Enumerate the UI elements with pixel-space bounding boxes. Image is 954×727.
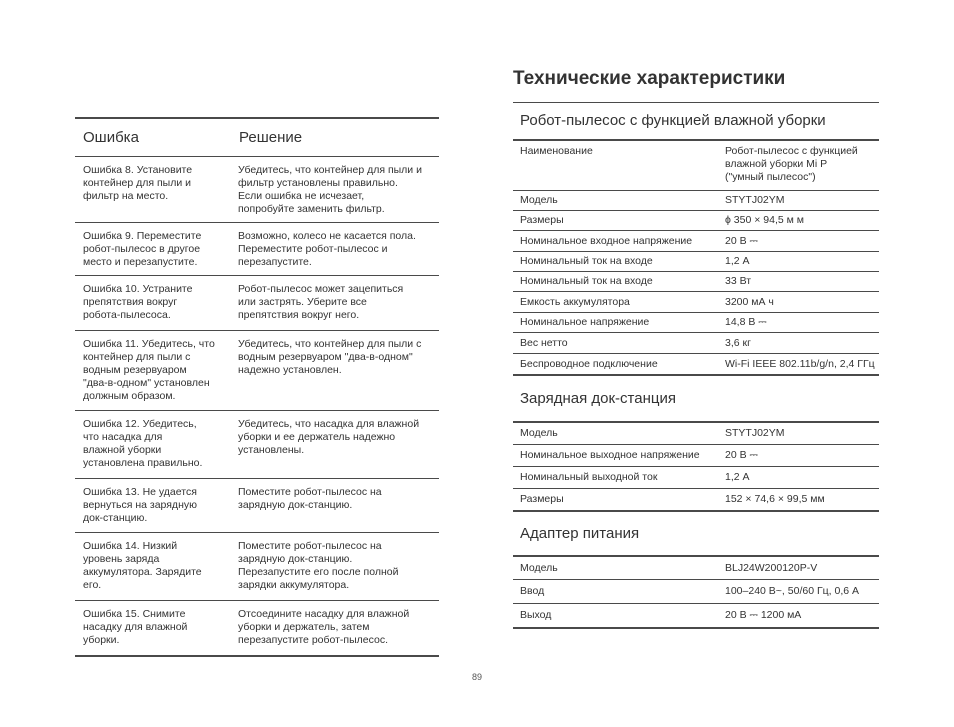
spec-row <box>513 467 879 489</box>
error-table <box>75 117 439 657</box>
spec-key: Беспроводное подключение <box>520 357 658 370</box>
solution-cell: Убедитесь, что насадка для влажной уборки и ее держатель надежно установлены. <box>238 418 420 456</box>
spec-row <box>513 252 879 272</box>
spec-row <box>513 292 879 313</box>
spec-value: 1,2 А <box>725 255 750 267</box>
page-title: Технические характеристики <box>513 68 786 89</box>
table-row <box>75 157 439 223</box>
spec-key: Номинальное выходное напряжение <box>520 449 700 461</box>
spec-row <box>513 354 879 376</box>
table-row <box>75 601 439 657</box>
spec-key: Номинальное напряжение <box>520 316 650 328</box>
spec-row <box>513 604 879 629</box>
solution-cell: Возможно, колесо не касается пола. Переместите робот-пылесос и перезапустите. <box>238 230 416 268</box>
spec-key: Номинальное входное напряжение <box>520 234 693 247</box>
spec-value: 33 Вт <box>725 275 752 287</box>
error-cell: Ошибка 12. Убедитесь, что насадка для влажной уборки установлена правильно. <box>83 418 203 469</box>
spec-value: 3200 мА ч <box>725 295 774 308</box>
spec-key: Номинальный ток на входе <box>520 255 653 267</box>
spec-value: 100–240 В~, 50/60 Гц, 0,6 А <box>725 585 860 597</box>
spec-row <box>513 231 879 252</box>
spec-value: Wi-Fi IEEE 802.11b/g/n, 2,4 ГГц <box>725 357 875 370</box>
table-row <box>75 223 439 276</box>
spec-row <box>513 557 879 580</box>
solution-cell: Убедитесь, что контейнер для пыли и фильтр установлены правильно. Если ошибка не исчезает, попробуйте заменить фильтр. <box>238 164 422 215</box>
spec-key: Размеры <box>520 493 564 505</box>
table-row <box>75 276 439 331</box>
spec-value: STYTJ02YM <box>725 427 785 439</box>
spec-value: 20 В ⎓ <box>725 449 758 461</box>
spec-value: 3,6 кг <box>725 336 751 349</box>
spec-key: Номинальный выходной ток <box>520 471 658 483</box>
error-cell: Ошибка 14. Низкий уровень заряда аккумулятора. Зарядите его. <box>83 540 202 591</box>
header-solution: Решение <box>239 129 303 146</box>
error-table-header <box>75 119 439 156</box>
error-cell: Ошибка 11. Убедитесь, что контейнер для пыли с водным резервуаром "два-в-одном" установлен должным образом. <box>83 338 215 402</box>
spec-value: ϕ 350 × 94,5 м м <box>725 214 804 226</box>
spec-value: BLJ24W200120P-V <box>725 561 818 574</box>
section-title-adapter: Адаптер питания <box>520 525 640 542</box>
spec-row <box>513 141 879 191</box>
specifications <box>513 64 879 629</box>
spec-value: Робот-пылесос с функцией влажной уборки Mi P ("умный пылесос") <box>725 145 858 183</box>
spec-row <box>513 272 879 292</box>
spec-row <box>513 423 879 445</box>
spec-row <box>513 333 879 354</box>
table-row <box>75 411 439 479</box>
error-cell: Ошибка 9. Переместите робот-пылесос в другое место и перезапустите. <box>83 230 202 268</box>
solution-cell: Поместите робот-пылесос на зарядную док-станцию. Перезапустите его после полной зарядки аккумулятора. <box>238 540 399 591</box>
table-row <box>75 331 439 411</box>
spec-value: 152 × 74,6 × 99,5 мм <box>725 493 825 505</box>
solution-cell: Поместите робот-пылесос на зарядную док-станцию. <box>238 486 382 511</box>
spec-key: Модель <box>520 194 558 206</box>
spec-value: 20 В ⎓ <box>725 234 758 247</box>
spec-key: Номинальный ток на входе <box>520 275 653 287</box>
spec-row <box>513 191 879 211</box>
spec-key: Вес нетто <box>520 336 568 349</box>
solution-cell: Робот-пылесос может зацепиться или застрять. Уберите все препятствия вокруг него. <box>238 283 404 321</box>
solution-cell: Убедитесь, что контейнер для пыли с водным резервуаром "два-в-одном" надежно установлен. <box>238 338 422 376</box>
spec-row <box>513 313 879 333</box>
solution-cell: Отсоедините насадку для влажной уборки и держатель, затем перезапустите робот-пылесос. <box>238 608 410 646</box>
spec-key: Размеры <box>520 214 564 226</box>
spec-row <box>513 211 879 231</box>
error-cell: Ошибка 15. Снимите насадку для влажной уборки. <box>83 608 188 646</box>
spec-key: Емкость аккумулятора <box>520 295 630 308</box>
spec-row <box>513 445 879 467</box>
spec-value: 14,8 В ⎓ <box>725 316 767 328</box>
spec-key: Модель <box>520 561 558 574</box>
header-error: Ошибка <box>83 129 139 146</box>
spec-key: Ввод <box>520 585 545 597</box>
table-row <box>75 479 439 533</box>
spec-row <box>513 489 879 512</box>
section-title-dock: Зарядная док-станция <box>520 390 676 407</box>
spec-key: Модель <box>520 427 558 439</box>
spec-key: Выход <box>520 609 552 621</box>
error-cell: Ошибка 8. Установите контейнер для пыли и фильтр на место. <box>83 164 193 202</box>
spec-row <box>513 580 879 604</box>
spec-key: Наименование <box>520 145 593 157</box>
table-row <box>75 533 439 601</box>
spec-value: 20 В ⎓ 1200 мА <box>725 609 802 621</box>
page-number: 89 <box>471 672 482 682</box>
section-title-robot: Робот-пылесос с функцией влажной уборки <box>520 112 826 129</box>
error-cell: Ошибка 13. Не удается вернуться на зарядную док-станцию. <box>83 486 197 524</box>
error-cell: Ошибка 10. Устраните препятствия вокруг робота-пылесоса. <box>83 283 193 321</box>
spec-value: STYTJ02YM <box>725 194 785 206</box>
spec-value: 1,2 А <box>725 471 750 483</box>
